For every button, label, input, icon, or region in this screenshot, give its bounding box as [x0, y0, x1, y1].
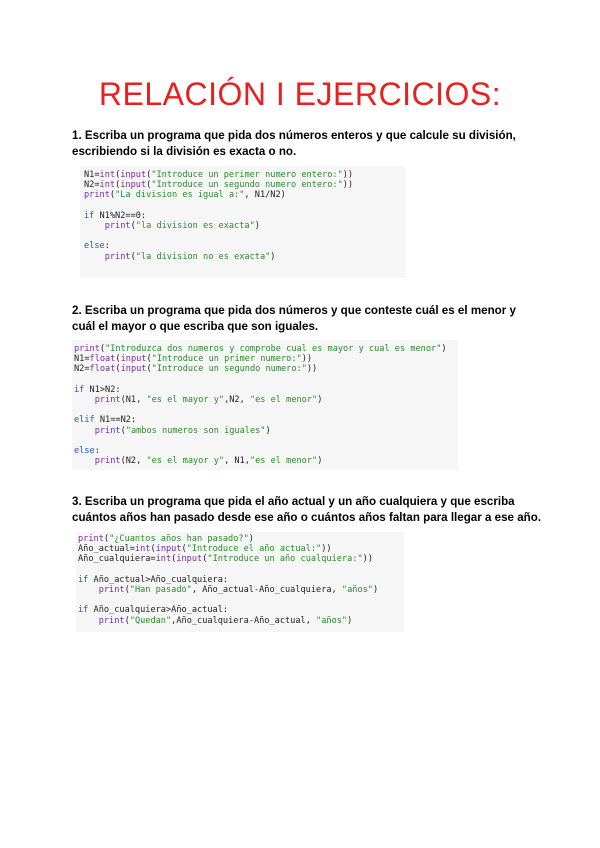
code-token: N1= — [74, 354, 90, 365]
code-line — [74, 426, 458, 436]
code-token: ( — [124, 584, 130, 595]
code-token: "ambos numeros son iguales" — [125, 425, 266, 436]
code-token: )) — [301, 354, 313, 365]
code-token: ( — [120, 425, 126, 436]
code-line — [84, 231, 406, 241]
code-token: ) — [270, 251, 276, 262]
code-token: "es el mayor y" — [146, 456, 225, 467]
code-token: (N2, — [120, 456, 147, 467]
code-token: ) — [317, 394, 323, 405]
code-token: , N1/N2) — [244, 190, 286, 201]
code-token: ( — [115, 354, 121, 365]
code-token: "Introduce un segundo numero entero:" — [151, 180, 343, 191]
code-token: float — [89, 354, 116, 365]
code-token: "Introduce el año actual:" — [186, 544, 322, 555]
code-token: N1= — [84, 170, 100, 180]
code-token: ( — [109, 190, 116, 201]
code-line — [74, 375, 458, 385]
code-token: print — [104, 220, 131, 231]
code-token: "Introduce un primer numero:" — [151, 354, 302, 365]
code-token: if — [78, 605, 89, 616]
exercise-3-code-block — [76, 532, 404, 632]
code-line — [74, 415, 458, 425]
code-line — [74, 395, 458, 405]
code-token — [74, 395, 95, 405]
code-token: input — [120, 354, 147, 365]
code-token: if — [84, 210, 95, 221]
code-token: N2= — [84, 180, 100, 191]
code-token: N2= — [74, 364, 90, 375]
code-token: ( — [146, 170, 152, 180]
code-line — [78, 595, 404, 605]
code-token: else — [84, 241, 105, 252]
code-token: "Han pasado" — [129, 584, 192, 595]
code-line — [74, 385, 458, 395]
code-token: "Introduce un año cualquiera:" — [207, 554, 363, 565]
code-token: )) — [306, 364, 318, 375]
code-token — [78, 585, 99, 595]
code-token: ( — [202, 554, 208, 565]
code-line — [84, 211, 406, 221]
code-token: ( — [146, 180, 152, 191]
code-line — [78, 605, 404, 615]
code-line — [74, 436, 458, 446]
code-token: Año_cualquiera>Año_actual: — [88, 605, 229, 616]
code-line — [84, 221, 406, 231]
code-token: print — [94, 394, 121, 405]
code-token: ( — [146, 354, 152, 365]
code-token: int — [99, 170, 116, 180]
code-line — [78, 616, 404, 626]
code-token: "es el menor" — [249, 456, 318, 467]
code-line — [78, 585, 404, 595]
code-token — [74, 456, 95, 466]
code-token: ( — [130, 251, 136, 262]
code-token: "la division no es exacta" — [135, 251, 271, 262]
code-token: "Introduzca dos numeros y comprobe cual es mayor y cual es menor" — [105, 344, 442, 354]
code-line — [84, 170, 406, 180]
code-token: ) — [254, 220, 260, 231]
code-token: Año_cualquiera= — [78, 554, 156, 565]
code-token: "Quedan" — [129, 615, 172, 626]
code-token: ( — [115, 364, 121, 375]
code-token: input — [176, 554, 203, 565]
exercise-2-question: 2. Escriba un programa que pida dos números y que conteste cuál es el menor y cuál el mayor o que escriba que son iguales. — [72, 304, 516, 333]
exercise-1-code-block — [80, 166, 406, 278]
code-line — [74, 344, 458, 354]
code-token: if — [74, 384, 85, 395]
code-token: ) — [347, 615, 353, 626]
code-token: ) — [317, 456, 323, 467]
code-token: : — [94, 445, 100, 456]
code-token: Año_actual>Año_cualquiera: — [88, 574, 229, 585]
code-token: "Introduce un segundo numero:" — [151, 364, 307, 375]
code-token: ( — [124, 615, 130, 626]
code-token: ( — [115, 170, 121, 180]
code-token: )) — [342, 180, 354, 191]
code-line — [84, 180, 406, 190]
code-token: ,N2, — [224, 394, 250, 405]
code-token: "¿Cuantos años han pasado?" — [109, 534, 249, 544]
code-token: print — [104, 251, 131, 262]
code-token: "es el menor" — [249, 394, 318, 405]
code-token: )) — [321, 544, 332, 555]
code-token: input — [120, 364, 147, 375]
code-token: ) — [372, 584, 379, 595]
code-line — [74, 446, 458, 456]
code-token: )) — [362, 554, 373, 565]
code-token: int — [155, 554, 172, 565]
code-token: ) — [441, 344, 447, 354]
code-token: print — [74, 344, 100, 354]
code-token — [84, 221, 105, 231]
code-token: print — [84, 190, 110, 201]
code-token: ( — [181, 544, 187, 555]
document-title: RELACIÓN I EJERCICIOS: — [98, 76, 502, 112]
code-line — [84, 252, 406, 262]
code-token: ) — [265, 425, 271, 436]
code-token: ( — [130, 220, 136, 231]
code-token: "es el mayor y" — [146, 394, 225, 405]
code-token: ( — [115, 180, 121, 191]
code-line — [78, 565, 404, 575]
code-line — [78, 534, 404, 544]
code-token: input — [120, 180, 147, 191]
code-token: int — [134, 544, 151, 555]
code-token: print — [78, 534, 104, 544]
code-line — [78, 554, 404, 564]
code-token: input — [120, 170, 147, 180]
code-line — [78, 544, 404, 554]
code-token: print — [98, 584, 125, 595]
code-token: elif — [74, 415, 95, 426]
code-token: ( — [171, 554, 177, 565]
code-token: (N1, — [120, 394, 147, 405]
code-line — [74, 364, 458, 374]
code-line — [74, 405, 458, 415]
exercise-2-code-block — [72, 340, 458, 470]
code-token — [84, 252, 105, 262]
code-token: N1>N2: — [84, 384, 121, 395]
code-token: "Introduce un perimer numero entero:" — [151, 170, 343, 180]
code-line — [84, 190, 406, 200]
code-line — [78, 575, 404, 585]
exercise-1-question: 1. Escriba un programa que pida dos números enteros y que calcule su división, escribiendo si la división es exacta o no. — [72, 129, 516, 158]
code-token: )) — [342, 170, 354, 180]
code-token: "La division es igual a:" — [115, 190, 245, 201]
code-token: print — [94, 425, 121, 436]
code-token: "la division es exacta" — [135, 220, 255, 231]
code-line — [74, 354, 458, 364]
code-token: ( — [150, 544, 156, 555]
code-token: if — [78, 574, 89, 585]
code-line — [84, 241, 406, 251]
exercise-3-question: 3. Escriba un programa que pida el año actual y un año cualquiera y que escriba cuántos años han pasado desde ese año o cuántos años faltan para llegar a ese año. — [72, 495, 542, 524]
code-token: , N1, — [224, 456, 250, 467]
code-token: ) — [248, 534, 254, 544]
code-line — [84, 201, 406, 211]
code-token: print — [98, 615, 125, 626]
code-line — [74, 456, 458, 466]
code-token: print — [94, 456, 121, 467]
code-token — [74, 426, 95, 436]
code-token: "años" — [316, 615, 348, 626]
code-token: ( — [146, 364, 152, 375]
code-token: , Año_actual-Año_cualquiera, — [191, 584, 342, 595]
code-token — [78, 616, 99, 626]
code-token: N1%N2==0: — [94, 210, 147, 221]
code-token: "años" — [341, 584, 373, 595]
code-token: N1==N2: — [94, 415, 137, 426]
code-token: ( — [99, 344, 106, 354]
code-token: Año_actual= — [78, 544, 135, 555]
code-token: input — [155, 544, 182, 555]
code-token: float — [89, 364, 116, 375]
code-token: ,Año_cualquiera-Año_actual, — [171, 615, 317, 626]
code-token: ( — [103, 534, 110, 544]
code-token: : — [104, 241, 110, 252]
code-token: else — [74, 445, 95, 456]
code-token: int — [99, 180, 116, 191]
